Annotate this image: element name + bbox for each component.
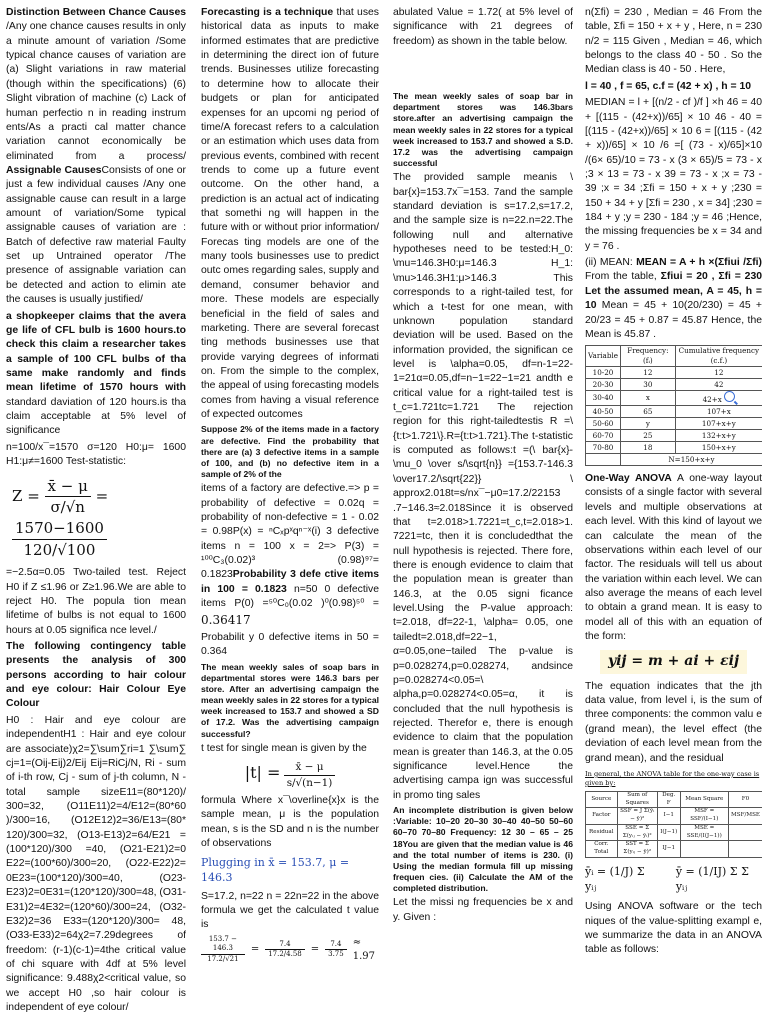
median-class-values: l = 40 , f = 65, c.f = (42 + x) , h = 10 [585,80,752,92]
assignable-causes-heading: Assignable Causes [6,164,102,176]
soap-problem-statement: The mean weekly sales of soap bars in departmental stores were 146.3 bars per store. After an advertising campaign the mean weekly sales in 22 stores for a typical week increased to 153.7 and showed a SD of 17.2. Was the advertising campaign successful? [201,661,379,739]
t-formula: |t| = $\frac{x̄ - \mu}{s/√(n-1)}$ [201,760,379,790]
anova-table-title: In general, the ANOVA table for the one-way case is given by: [585,769,760,787]
median-calc-steps: MEDIAN = l + [(n/2 - cf )/f ] ×h 46 = 40 + [(115 - (42+x))/65] × 10 46 - 40 = [(115 - (42+x))/65] × 10 6 = [(115 - (42 + x))/65] × 10 /6 =[ (73 - x)/65]×10 /(6× 65)/10 = 73 - x (3 × 65)/5 = 73 - x ;3 × 13 = 73 - x 39 = 73 - x ;x = 73 - 39 ;x = 34 ;Σfi = 150 + x + y ;230 = 150 + 34 + y [Σfi = 230 , x = 34] ;230 = 184 + y ;y = 230 - 184 ;y = 46 ;Hence, the missing frequencies be x = 34 and y = 76 . [585,97,762,252]
table-row: 70-80 18 150+x+y [586,442,763,454]
soap2-problem-statement: The mean weekly sales of soap bar in department stores was 146.3bars store.after an advertising campaign the mean weekly sales in 22 stores for a typical week increased to 153.7 and showed a S.D. 17.2 was the advertising campaign successful [393,91,573,169]
contingency-problem-statement: The following contingency table presents the analysis of 300 persons according to hair colour and eye colour: Hair Colour Eye Colour [6,641,186,710]
average-formulas [585,864,762,894]
forecasting-heading: Forecasting is a technique [201,7,334,18]
table-row: 50-60 y 107+x+y [586,418,763,430]
z-test-conclusion: =−2.5α=0.05 Two-tailed test. Reject H0 if Z ≤1.96 or Z≥1.96.We are able to reject H0. The popula tion mean lifetime of bulbs is not equal to 1600 hours at 0.05 significa nce level./ [6,567,186,636]
mean-formula: MEAN = A + h ×(Σfiui /Σfi) [636,257,762,269]
anova-table: Source Sum of Squares Deg. F Mean Square F0 Factor SSF = J Σ(ȳᵢ − ȳ)² I−1 MSF = SSF/(I−1) MSF/MSE Residual SSE = Σ Σ(yᵢⱼ − ȳᵢ)² I(J−1) MSE = SSE/(I(J−1)) Corr. Total SST = Σ Σ(yᵢⱼ − ȳ)² IJ−1 [585,791,762,858]
column-3 [393,6,573,1022]
freq-header-variable: Variable [586,346,621,367]
zoom-search-icon[interactable] [724,391,735,402]
assignable-causes-text: Consists of one or just a few individual causes /Any one assignable cause can result in a large amount of variation/Some typical assignable causes of variation are : Batch of defective raw material Faulty set up Untrained operator /The presence of assignable variation can be detected and action to elimin ate the causes is usually justified/ [6,164,186,306]
section-title-chance-causes: Distinction Between Chance Causes [6,7,186,18]
defective-value: 0.36417 [201,612,251,627]
sample-values-line: S=17.2, n=22 n = 22n=22 in the above formula we get the calculated t value is [201,890,379,931]
median-problem-statement: An incomplete distribution is given below :Variable: 10–20 20–30 30–40 40–50 50–60 60–70 70–80 Frequency: 12 30 – 65 – 25 18You are given that the median value is 46 and the total number of items is 230. (i) Using the median formula fill up missing frequen cies. (ii) Calculate the AM of the completed distribution. [393,805,573,894]
anova-text-3: Using ANOVA software or the tech niques of the value-splitting exampl e, we summarize the data in an ANOVA table as follows: [585,901,762,956]
defective-solution-a: items of a factory are defective.=> p = probability of defective = 0.02q = probability of non-defective = 1 - 0.02 = 0.98P(x) = ⁿCₓpˣqⁿ⁻ˣ(i) 3 defective items n = 100 x = 2=> P(3) = ¹⁰⁰C₃(0.02)³ (0.98)⁹⁷= 0.1823 [201,483,379,581]
table-row: 40-50 65 107+x [586,406,763,418]
median-problem-tail: Let the missi ng frequencies be x and y. Given : [393,897,573,923]
forecasting-text: that uses historical data as inputs to make informed estimates that are predictive in determining the direct ion of future trends. Businesses utilize forecasting to determine how to allocate their budgets or plan for anticipated expenses for an upcomi ng period of time/A forecast refers to a calculation or an estimation which uses data from previous events, combined with recent trends to come up a future event outcome. On the other hand, a prediction is an actual act of indicating that somethi ng will happen in the future with or without prior information/ Forecas ting models are one of the many tools businesses use to predict outc omes regarding sales, supply and demand, consumer behavior and more. These models are especially beneficial in the field of sales and marketing. There are several forecast ting methods businesses use that provide varying degrees of informati on. From the simple to the complex, the appeal of using forecasting models comes from having a visual reference of expected outcomes [201,7,379,421]
soap2-solution: The provided sample meanis \ bar{x}=153.7x¯=153. 7and the sample standard deviation is s=17.2,s=17.2, and the sample size is n=22.n=22.The following null and alternative hypotheses need to be tested:H_0: \mu=146.3H0:μ=146.3 H_1: \mu>146.3H1:μ>146.3 This corresponds to a right-tailed test, for which a t-test for one mean, with unknown population standard deviation will be used. Based on the information provided, the significan ce level is \alpha=0.05, df=n-1=22-1=21α=0.05,df=n−1=22−1=21 andth e critical value for a right-tailed test is t_c=1.721tc=1.721 The rejection region for this right-tailedtestis R =\{t:t>1.721\}.R={t:t>1.721}.The t-statistic is computed as follows:t =(\ bar{x}-\mu_0 \over s/\sqrt{n}} ={153.7-146.3 \over17.2/\sqrt{22}} \ approx2.018t=s/nx¯−μ0=17.2/22153 .7−146.3≈2.018Since it is observed that t=2.018>1.7221=t_c,t=2.018>1. 7221=tc, then it is concludedthat the null hypothesis is rejected. There fore, there is enough evidence to claim that the population mean is greater than 146.3, at the 0.05 signi ficance level.Using the P-value approach: t=2.018, df=22-1, \alpha= 0.05, one tailedt=2.018,df=22−1, α=0.05,one−tailed The p-value is p=0.028274,p=0.028274, andsince p=0.028274<0.05=\ alpha,p=0.028274<0.05=α, it is concluded that the null hypothesis is rejected. Therefor e, there is enough evidence to claim that the population mean is greater than 146.3, at the 0.05 significance level.Hence the advertising campa ign was successful in promo ting sales [393,172,573,801]
anova-text: A one-way layout consists of a single factor with several levels and multiple observations at each level. With this kind of layout we can calculate the mean of the observations within each level of our factor. The residuals will tell us about the variation within each level. We can also average the means of each level to obtain a grand mean. It is easy to model all of this with an equation of the form: [585,473,762,643]
defective-problem-statement: Suppose 2% of the items made in a factory are defective. Find the probability that there are (a) 3 defective items in a sample of 100, and (b) no defective item in a sample of 2% of the [201,424,379,480]
defective-solution-b: n=50 0 defective items P(0) =⁵⁰C₀(0.02 )⁰(0.98)⁵⁰ = [201,583,379,610]
table-row: 20-30 30 42 [586,379,763,391]
mean-result: Mean = 45 + 10(20/230) = 45 + 20/23 = 45 + 0.87 = 45.87 Hence, the Mean is 45.87 . [585,300,762,340]
z-formula: Z = $\frac{x̄ - \mu}{\sigma/√n}$ = $\frac{1570-1600}{120/√100}$ [12,476,109,559]
table-row: Residual SSE = Σ Σ(yᵢⱼ − ȳᵢ)² I(J−1) MSE = SSE/(I(J−1)) [586,824,763,840]
t-formula-explanation: formula Where x¯\overline{x}x is the sample mean, μ is the population mean, s is the SD and n is the number of observations [201,794,379,849]
contingency-solution: H0 : Hair and eye colour are independentH1 : Hair and eye colour are associate)χ2=∑\sum∑ri=1 ∑\sum∑ cj=1=(Oij-Eij)2/Eij Eij=RiCj/N, Ri - sum of i-th row, Cj - sum of j-th column, N - total sample sizeE11=(80*120)/ 300=32, (O11E11)2=4/E12=(80*60 )/300=16, (O12E12)2=36/E13=(80* 120)/300=32, (O13-E13)2=64/E21 =(100*120)/300 =40, (O21-E21)2=0 E22=(100*60)/300=20, (O22-E22)2= 0E23=(100*120)/300=40, (O23-E23)2=0E31=(120*120)/300=48, (O31-E31)2=4E32=(120*60)/300=24, (O32-E32)2=36 E33=(120*120)/300= 48, (O33-E33)2=64χ2=7.29degrees of freedom: (r-1)(c-1)=4the critical value of chi square with 4df at 5% level significance: 9.488χ2<critical value, so we accept H0 ,so hair colour is independent of eye colour/ [6,714,186,1014]
mean-given-values: Σfiui = 20 , Σfi = 230 Let the assumed mean, A = 45, h = 10 [585,271,762,312]
tabulated-value-text: abulated Value = 1.72( at 5% level of significance with 21 degrees of freedom) as shown in the table below. [393,7,573,47]
table-row: 60-70 25 132+x+y [586,430,763,442]
median-calc-intro: n(Σfi) = 230 , Median = 46 From the table, Σfi = 150 + x + y , Here, n = 230 n/2 = 115 Given , Median = 46, which belongs to the class 40 - 50 . So the Median class is 40 - 50 . Here, [585,7,762,76]
plug-in-values: Plugging in x̄ = 153.7, μ = 146.3 [201,856,350,885]
cfl-problem-tail: standard daviation of 120 hours.is tha claim acceptable at 5% level of significance [6,396,186,437]
defective-prob-label: Probabilit y 0 defective items in 50 = [201,631,379,643]
table-row: 10-20 12 12 [586,367,763,379]
table-footer-row: N=150+x+y [586,454,763,466]
table-row: Factor SSF = J Σ(ȳᵢ − ȳ)² I−1 MSF = SSF/(I−1) MSF/MSE [586,808,763,824]
column-2 [201,6,379,1022]
table-row: 30-40 x 42+x [586,391,763,406]
grand-mean-formula: ȳ = (1/IJ) Σ Σ yᵢⱼ [675,864,749,893]
freq-header-frequency: Frequency: (fᵢ) [621,346,676,367]
defective-prob-value: 0.364 [201,646,228,658]
defective-result-a: Probability 3 defe ctive items in 100 = 0.1823 [201,569,379,595]
t-value-computation: $\frac{153.7 - 146.3}{17.2/√21}$ = $\frac{7.4}{17.2/4.58}$ = $\frac{7.4}{3.75}$ ≈ 1.97 [201,935,379,965]
cfl-problem-statement: a shopkeeper claims that the avera ge life of CFL bulb is 1600 hours.to check this claim a researcher takes a sample of 100 CFL bulbs of tha same make randomly and finds mean lifetime of 1570 hours with [6,310,186,394]
t-test-intro: t test for single mean is given by the [201,742,367,754]
level-mean-formula: ȳᵢ = (1/J) Σ yᵢⱼ [585,864,645,893]
cfl-given-values: n=100/x¯=1570 σ=120 H0:μ= 1600 H1:μ≠=1600 Test-statistic: [6,441,186,468]
table-row: Corr. Total SST = Σ Σ(yᵢⱼ − ȳ)² IJ−1 [586,841,763,857]
frequency-table [585,345,762,466]
anova-model-equation: yij = m + ai + εij [600,650,747,673]
column-4: n(Σfi) = 230 , Median = 46 From the table, Σfi = 150 + x + y , Here, n = 230 n/2 = 115 Given , Median = 46, which belongs to the class 40 - 50 . So the Median class is 40 - 50 . Here, l = 40 , f = 65, c.f = (42 + x) , h = 10 MEDIAN = l + [(n/2 - cf )/f ] ×h 46 = 40 + [(115 - (42+x))/65] × 10 46 - 40 = [(115 - (42+x))/65] × 10 6 = [(115 - (42 + x))/65] × 10 /6 =[ (73 - x)/65]×10 /(6× 65)/10 = 73 - x (3 × 65)/5 = 73 - x ;3 × 13 = 73 - x 39 = 73 - x ;x = 73 - 39 ;x = 34 ;Σfi = 150 + x + y ;230 = 150 + 34 + y [Σfi = 230 , x = 34] ;230 = 184 + y ;y = 230 - 184 ;y = 46 ;Hence, the missing frequencies be x = 34 and y = 76 . (ii) MEAN: MEAN = A + h ×(Σfiui /Σfi) From the table, Σfiui = 20 , Σfi = 230 Let the assumed mean, A = 45, h = 10 Mean = 45 + 10(20/230) = 45 + 20/23 = 45 + 0.87 = 45.87 Hence, the Mean is 45.87 . Variable Frequency: (fᵢ) Cumulative frequency (c.f.) 10-20 12 12 20-30 30 42 30-40 x 42+x 40-50 65 107+x 50-60 y 107+x+y 60-70 25 132+x+y 70-80 18 150+x+y N=150+x+y One-Way ANOVA A one-way layout consists of a single factor with several levels and multiple observations at each level. With this kind of layout we can calculate the mean of the observations within each level of our factor. The residuals will tell us about the variation within each level. We can also average the means of each level to obtain a grand mean. It is easy to model all of this with an equation of the form: yij = m + ai + εij The equation indicates that the jth data value, from level i, is the sum of three components: the common valu e (grand mean), the level effect (the deviation of each level mean from the grand mean), and the residual In general, the ANOVA table for the one-way case is given by: Source Sum of Squares Deg. F Mean Square F0 Factor SSF = J Σ(ȳᵢ − ȳ)² I−1 MSF = SSF/(I−1) MSF/MSE Residual SSE = Σ Σ(yᵢⱼ − ȳᵢ)² I(J−1) MSE = SSE/(I(J−1)) Corr. Total SST = Σ Σ(yᵢⱼ − ȳ)² IJ−1 ȳᵢ = (1/J) Σ yᵢⱼ ȳ = (1/IJ) Σ Σ yᵢⱼ Using ANOVA software or the tech niques of the value-splitting exampl e, we summarize the data in an ANOVA table as follows: [585,6,762,1022]
chance-causes-text: /Any one chance causes results in only a minute amount of variation /Some typical chance causes of variation are (a) Slight variations in raw material (though within the specifications) (6) Slight vibration of machine (c) Lack of human perfectio n in reading instrum ents/As a practi cal matter chance variation cannot economically be eliminated from a process/ [6,21,186,162]
anova-heading: One-Way ANOVA [585,473,672,485]
freq-header-cumulative: Cumulative frequency (c.f.) [675,346,762,367]
column-1 [6,6,186,1022]
anova-text-2: The equation indicates that the jth data value, from level i, is the sum of three components: the common valu e (grand mean), the level effect (the deviation of each level mean from the grand mean), and the residual [585,680,762,764]
